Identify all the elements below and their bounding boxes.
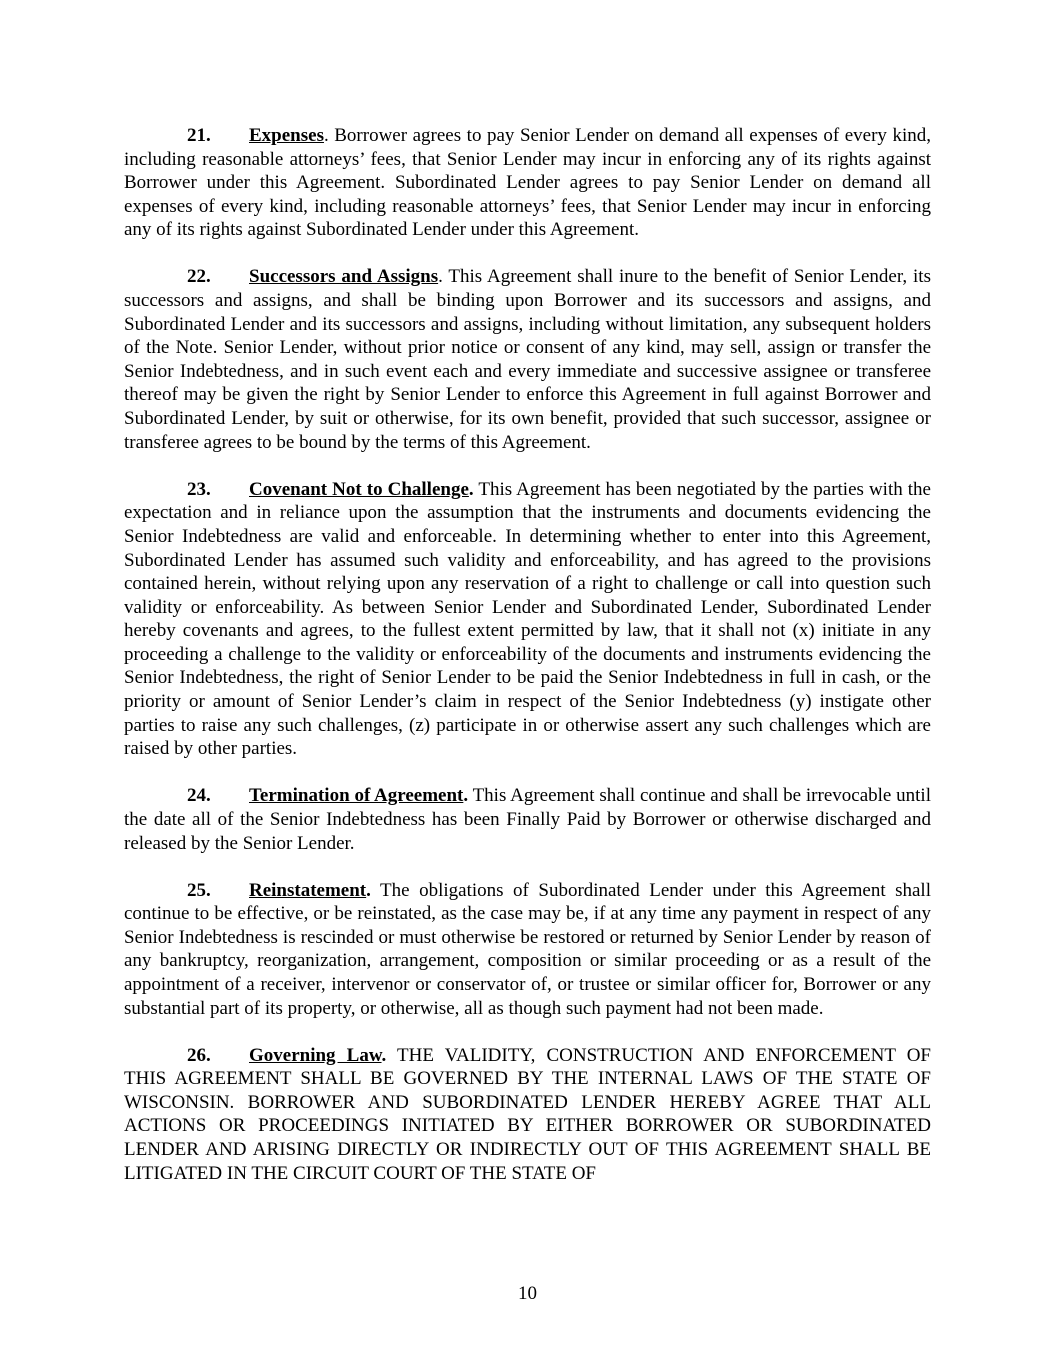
- section-number: 25.: [187, 879, 211, 901]
- section-24: [124, 784, 931, 855]
- section-body: This Agreement has been negotiated by the parties with the expectation and in reliance upon the assumption that the instruments and documents evidencing the Senior Indebtedness are valid and enforceable. In determining whether to enter into this Agreement, Subordinated Lender has assumed such validity and enforceability, and has agreed to the provisions contained herein, without relying upon any reservation of a right to challenge or call into question such validity or enforceability. As between Senior Lender and Subordinated Lender, Subordinated Lender hereby covenants and agrees, to the fullest extent permitted by law, that it shall not (x) initiate in any proceeding a challenge to the validity or enforceability of the documents and instruments evidencing the Senior Indebtedness, the right of Senior Lender to be paid the Senior Indebtedness in full in cash, or the priority or amount of Senior Lender’s claim in respect of the Senior Indebtedness (y) instigate other parties to raise any such challenges, (z) participate in or otherwise assert any such challenges which are raised by other parties.: [124, 478, 931, 760]
- section-number: 21.: [187, 125, 211, 146]
- section-heading-trail: .: [468, 478, 474, 500]
- section-heading: Governing Law: [249, 1044, 382, 1066]
- section-number: 22.: [187, 266, 211, 288]
- section-heading: Termination of Agreement: [249, 785, 464, 807]
- document-page: [124, 124, 931, 1209]
- section-heading-trail: .: [381, 1044, 387, 1066]
- section-heading-trail: .: [438, 266, 443, 288]
- section-number: 26.: [187, 1044, 211, 1066]
- section-heading: Covenant Not to Challenge: [249, 478, 469, 500]
- section-heading: Expenses: [249, 125, 324, 146]
- section-body: THE VALIDITY, CONSTRUCTION AND ENFORCEMENT OF THIS AGREEMENT SHALL BE GOVERNED BY THE INTERNAL LAWS OF THE STATE OF WISCONSIN. BORROWER AND SUBORDINATED LENDER HEREBY AGREE THAT ALL ACTIONS OR PROCEEDINGS INITIATED BY EITHER BORROWER OR SUBORDINATED LENDER AND ARISING DIRECTLY OR INDIRECTLY OUT OF THIS AGREEMENT SHALL BE LITIGATED IN THE CIRCUIT COURT OF THE STATE OF: [124, 1044, 931, 1184]
- section-heading: Reinstatement: [249, 879, 367, 901]
- section-body: The obligations of Subordinated Lender under this Agreement shall continue to be effective, or be reinstated, as the case may be, if at any time any payment in respect of any Senior Indebtedness is rescinded or must otherwise be restored or returned by Senior Lender by reason of any bankruptcy, reorganization, arrangement, composition or similar proceeding or as a result of the appointment of a receiver, intervenor or conservator of, or trustee or similar officer for, Borrower or any substantial part of its property, or otherwise, all as though such payment had not been made.: [124, 879, 931, 1019]
- section-26: [124, 1044, 931, 1186]
- page-number: 10: [518, 1283, 537, 1304]
- section-body: This Agreement shall continue and shall be irrevocable until the date all of the Senior Indebtedness has been Finally Paid by Borrower or otherwise discharged and released by the Senior Lender.: [124, 785, 931, 854]
- section-25: [124, 879, 931, 1021]
- section-heading-trail: .: [366, 879, 371, 901]
- section-number: 24.: [187, 785, 211, 807]
- section-23: [124, 478, 931, 761]
- section-body: Borrower agrees to pay Senior Lender on demand all expenses of every kind, including reasonable attorneys’ fees, that Senior Lender may incur in enforcing any of its rights against Borrower under this Agreement. Subordinated Lender agrees to pay Senior Lender on demand all expenses of every kind, including reasonable attorneys’ fees, that Senior Lender may incur in enforcing any of its rights against Subordinated Lender under this Agreement.: [124, 125, 931, 241]
- section-body: This Agreement shall inure to the benefit of Senior Lender, its successors and assigns, and shall be binding upon Borrower and its successors and assigns, and Subordinated Lender and its successors and assigns, including without limitation, any subsequent holders of the Note. Senior Lender, without prior notice or consent of any kind, may sell, assign or transfer the Senior Indebtedness, and in such event each and every immediate and successive assignee or transferee thereof may be given the right by Senior Lender to enforce this Agreement in full against Borrower and Subordinated Lender, by suit or otherwise, for its own benefit, provided that such successor, assignee or transferee agrees to be bound by the terms of this Agreement.: [124, 266, 931, 453]
- section-number: 23.: [187, 478, 211, 500]
- section-21: [124, 124, 931, 242]
- section-heading-trail: .: [463, 785, 469, 807]
- section-22: [124, 265, 931, 454]
- section-heading-trail: .: [323, 125, 329, 146]
- section-heading: Successors and Assigns: [249, 266, 439, 288]
